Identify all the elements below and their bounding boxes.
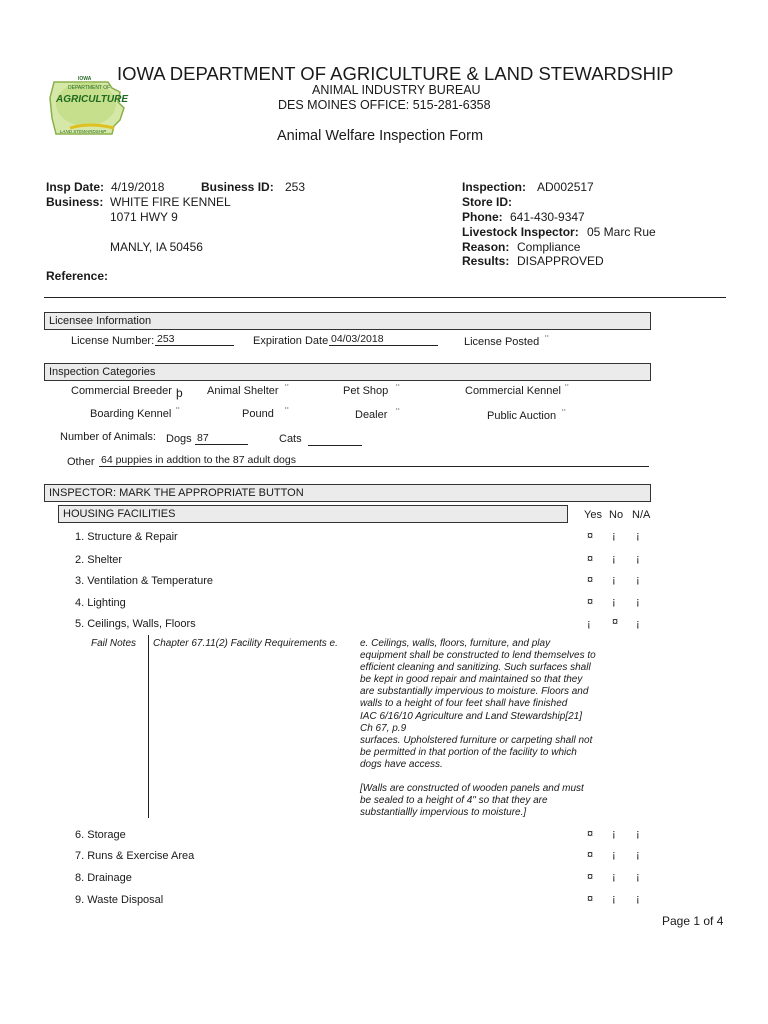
dogs-field[interactable]: 87 (195, 433, 248, 445)
item-runs-exercise: 7. Runs & Exercise Area (75, 850, 195, 862)
office-phone: DES MOINES OFFICE: 515-281-6358 (278, 98, 491, 112)
item-ventilation: 3. Ventilation & Temperature (75, 575, 213, 587)
item-2-no-radio[interactable]: ¡ (612, 553, 616, 565)
fail-note-line: efficient cleaning and sanitizing. Such surfaces shall (360, 662, 591, 674)
public-auction-checkbox[interactable]: ¨ (562, 408, 566, 420)
item-4-no-radio[interactable]: ¡ (612, 596, 616, 608)
public-auction-label: Public Auction (487, 410, 557, 422)
fail-note-line: substantiallly impervious to moisture.] (360, 807, 527, 819)
item-lighting: 4. Lighting (75, 597, 126, 609)
inspection-label: Inspection: (462, 180, 527, 194)
phone-value: 641-430-9347 (510, 210, 585, 224)
license-posted-checkbox[interactable]: ¨ (545, 334, 549, 346)
logo-text-2: DEPARTMENT OF (68, 85, 111, 91)
form-title: Animal Welfare Inspection Form (277, 128, 484, 144)
business-name: WHITE FIRE KENNEL (110, 195, 231, 209)
livestock-inspector-value: 05 Marc Rue (587, 225, 656, 239)
livestock-inspector-label: Livestock Inspector: (462, 225, 579, 239)
item-2-na-radio[interactable]: ¡ (636, 553, 640, 565)
business-id-label: Business ID: (201, 180, 274, 194)
col-no-header: No (609, 509, 624, 521)
dealer-label: Dealer (355, 409, 388, 421)
pound-label: Pound (242, 408, 274, 420)
fail-note-line: be sealed to a height of 4" so that they are (360, 795, 548, 807)
address-line-2: MANLY, IA 50456 (110, 240, 203, 254)
item-drainage: 8. Drainage (75, 872, 132, 884)
boarding-kennel-checkbox[interactable]: ¨ (176, 406, 180, 418)
pet-shop-label: Pet Shop (343, 385, 389, 397)
item-5-yes-radio[interactable]: ¡ (587, 618, 591, 630)
license-posted-label: License Posted (464, 336, 540, 348)
item-3-no-radio[interactable]: ¡ (612, 574, 616, 586)
reason-label: Reason: (462, 240, 510, 254)
reason-value: Compliance (517, 240, 581, 254)
item-3-yes-radio[interactable]: ¤ (587, 574, 594, 586)
item-8-na-radio[interactable]: ¡ (636, 871, 640, 883)
results-label: Results: (462, 254, 510, 268)
item-1-yes-radio[interactable]: ¤ (587, 530, 594, 542)
licensee-section-header: Licensee Information (44, 312, 651, 330)
item-1-no-radio[interactable]: ¡ (612, 530, 616, 542)
fail-notes-chapter: Chapter 67.11(2) Facility Requirements e. (153, 638, 338, 649)
fail-note-line: IAC 6/16/10 Agriculture and Land Stewardship[21] (360, 710, 582, 722)
item-7-no-radio[interactable]: ¡ (612, 849, 616, 861)
commercial-breeder-checkbox[interactable]: þ (176, 386, 183, 400)
fail-note-line: Ch 67, p.9 (360, 722, 407, 734)
dealer-checkbox[interactable]: ¨ (396, 407, 400, 419)
logo-text-1: IOWA (78, 76, 92, 82)
animal-shelter-checkbox[interactable]: ¨ (285, 383, 289, 395)
item-5-na-radio[interactable]: ¡ (636, 618, 640, 630)
inspector-section-header: INSPECTOR: MARK THE APPROPRIATE BUTTON (44, 484, 651, 502)
pound-checkbox[interactable]: ¨ (285, 406, 289, 418)
fail-note-line: walls to a height of four feet shall have finished (360, 698, 568, 710)
logo-text-3: AGRICULTURE (56, 94, 129, 105)
item-9-no-radio[interactable]: ¡ (612, 893, 616, 905)
fail-note-line: e. Ceilings, walls, floors, furniture, and play (360, 638, 551, 649)
item-7-yes-radio[interactable]: ¤ (587, 849, 594, 861)
item-9-yes-radio[interactable]: ¤ (587, 893, 594, 905)
other-label: Other (67, 456, 95, 468)
logo-text-4: LAND STEWARDSHIP (60, 129, 107, 134)
fail-note-line: are substantially impervious to moisture. Floors and (360, 686, 589, 698)
bureau-name: ANIMAL INDUSTRY BUREAU (312, 83, 481, 97)
commercial-kennel-label: Commercial Kennel (465, 385, 561, 397)
item-1-na-radio[interactable]: ¡ (636, 530, 640, 542)
item-7-na-radio[interactable]: ¡ (636, 849, 640, 861)
col-na-header: N/A (632, 509, 651, 521)
address-line-1: 1071 HWY 9 (110, 210, 178, 224)
categories-section-header: Inspection Categories (44, 363, 651, 381)
housing-facilities-header: HOUSING FACILITIES (58, 505, 568, 523)
fail-notes-divider (148, 635, 149, 818)
dogs-label: Dogs (166, 433, 192, 445)
item-ceilings-walls-floors: 5. Ceilings, Walls, Floors (75, 618, 196, 630)
fail-note-line: be permitted in that portion of the facility to which (360, 746, 577, 758)
phone-label: Phone: (462, 210, 503, 224)
business-label: Business: (46, 195, 104, 209)
item-6-na-radio[interactable]: ¡ (636, 828, 640, 840)
results-value: DISAPPROVED (517, 254, 604, 268)
fail-notes-label: Fail Notes (91, 638, 137, 649)
item-4-yes-radio[interactable]: ¤ (587, 596, 594, 608)
pet-shop-checkbox[interactable]: ¨ (396, 383, 400, 395)
reference-label: Reference: (46, 269, 109, 283)
license-number-field[interactable]: 253 (155, 334, 234, 346)
fail-notes-text (360, 638, 610, 819)
fail-note-line: be kept in good repair and maintained so that they (360, 674, 583, 686)
inspection-value: AD002517 (537, 180, 594, 194)
item-storage: 6. Storage (75, 829, 126, 841)
commercial-breeder-label: Commercial Breeder (71, 385, 172, 397)
business-id-value: 253 (285, 180, 306, 194)
boarding-kennel-label: Boarding Kennel (90, 408, 172, 420)
item-4-na-radio[interactable]: ¡ (636, 596, 640, 608)
item-8-no-radio[interactable]: ¡ (612, 871, 616, 883)
fail-note-line (360, 771, 610, 783)
item-5-no-radio[interactable]: ¤ (612, 616, 619, 628)
item-structure-repair: 1. Structure & Repair (75, 531, 178, 543)
item-8-yes-radio[interactable]: ¤ (587, 871, 594, 883)
divider (44, 297, 726, 298)
commercial-kennel-checkbox[interactable]: ¨ (565, 383, 569, 395)
fail-note-line: [Walls are constructed of wooden panels and must (360, 783, 584, 795)
expiration-field[interactable]: 04/03/2018 (329, 334, 438, 346)
expiration-label: Expiration Date (253, 335, 329, 347)
agency-title: IOWA DEPARTMENT OF AGRICULTURE & LAND STEWARDSHIP (117, 63, 674, 84)
animal-shelter-label: Animal Shelter (207, 385, 279, 397)
item-6-yes-radio[interactable]: ¤ (587, 828, 594, 840)
cats-field[interactable] (308, 434, 362, 446)
insp-date-value: 4/19/2018 (111, 180, 165, 194)
fail-note-line: surfaces. Upholstered furniture or carpeting shall not (360, 734, 593, 746)
item-3-na-radio[interactable]: ¡ (636, 574, 640, 586)
num-animals-label: Number of Animals: (60, 431, 156, 443)
license-number-label: License Number: (71, 335, 155, 347)
item-shelter: 2. Shelter (75, 554, 123, 566)
item-9-na-radio[interactable]: ¡ (636, 893, 640, 905)
cats-label: Cats (279, 433, 302, 445)
fail-note-line: dogs have access. (360, 758, 443, 770)
item-2-yes-radio[interactable]: ¤ (587, 553, 594, 565)
item-6-no-radio[interactable]: ¡ (612, 828, 616, 840)
other-field[interactable]: 64 puppies in addtion to the 87 adult dogs (99, 455, 649, 467)
item-waste-disposal: 9. Waste Disposal (75, 894, 164, 906)
store-id-label: Store ID: (462, 195, 513, 209)
insp-date-label: Insp Date: (46, 180, 105, 194)
page-number: Page 1 of 4 (662, 914, 724, 928)
col-yes-header: Yes (584, 509, 602, 521)
fail-note-line: equipment shall be constructed to lend themselves to (360, 650, 596, 662)
